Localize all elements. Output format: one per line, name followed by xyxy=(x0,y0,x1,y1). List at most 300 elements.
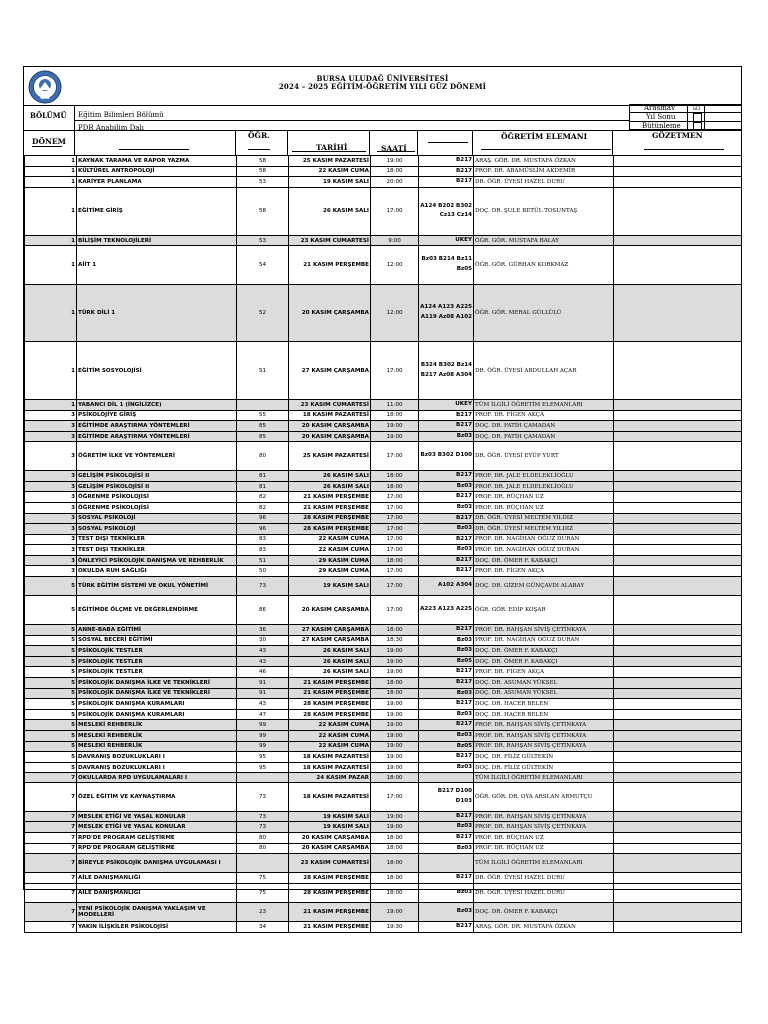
exam-course-name: EĞİTİMDE ÖLÇME VE DEĞERLENDİRME xyxy=(77,596,237,625)
exam-date: 28 KASIM PERŞEMBE xyxy=(289,513,371,524)
exam-room: B217 xyxy=(419,471,474,482)
exam-room xyxy=(419,854,474,873)
exam-proctor[interactable] xyxy=(614,678,742,689)
exam-student-count: 34 xyxy=(237,922,289,933)
table-row xyxy=(25,720,742,731)
exam-donem: 7 xyxy=(25,854,77,873)
exam-donem: 5 xyxy=(25,577,77,596)
exam-proctor[interactable] xyxy=(614,752,742,763)
exam-date: 19 KASIM SALI xyxy=(289,811,371,822)
exam-instructor: DOÇ. DR. ŞULE BETÜL TOSUNTAŞ xyxy=(474,187,614,235)
exam-student-count: 91 xyxy=(237,678,289,689)
exam-student-count: 73 xyxy=(237,782,289,811)
exam-room: B217 xyxy=(419,752,474,763)
exam-date: 28 KASIM PERŞEMBE xyxy=(289,524,371,535)
exam-instructor: DOÇ. DR. FATİH ÇAMADAN xyxy=(474,421,614,432)
exam-rows xyxy=(25,156,742,933)
exam-donem: 3 xyxy=(25,502,77,513)
exam-time: 19:00 xyxy=(371,811,419,822)
exam-time: 18:00 xyxy=(371,773,419,783)
exam-proctor[interactable] xyxy=(614,534,742,545)
exam-room: B217 xyxy=(419,832,474,843)
table-row xyxy=(25,635,742,646)
exam-donem: 7 xyxy=(25,922,77,933)
exam-instructor: PROF. DR. RAHŞAN SİVİŞ ÇETİNKAYA xyxy=(474,741,614,752)
exam-instructor: PROF. DR. FİGEN AKÇA xyxy=(474,566,614,577)
exam-course-name: PSİKOLOJİK TESTLER xyxy=(77,646,237,657)
exam-course-name: YENİ PSİKOLOJİK DANIŞMA YAKLAŞIM VE MODELLERİ xyxy=(77,903,237,922)
exam-room: B217 xyxy=(419,873,474,884)
table-row xyxy=(25,156,742,167)
exam-time: 19:30 xyxy=(371,922,419,933)
table-row xyxy=(25,843,742,854)
exam-instructor: DOÇ. DR. HACER BELEN xyxy=(474,699,614,710)
exam-date: 21 KASIM PERŞEMBE xyxy=(289,502,371,513)
exam-room: Bz03 xyxy=(419,524,474,535)
exam-course-name: AİİT 1 xyxy=(77,246,237,284)
exam-instructor: TÜM İLGİLİ ÖĞRETİM ELEMANLARI xyxy=(474,773,614,783)
exam-proctor[interactable] xyxy=(614,421,742,432)
exam-proctor[interactable] xyxy=(614,410,742,421)
table-row xyxy=(25,555,742,566)
exam-instructor: DOÇ. DR. ÖMER F. KABAKÇI xyxy=(474,656,614,667)
exam-proctor[interactable] xyxy=(614,471,742,482)
exam-proctor[interactable] xyxy=(614,903,742,922)
exam-student-count: 51 xyxy=(237,555,289,566)
exam-instructor: DR. ÖĞR. ÜYESİ MELTEM YILDIZ xyxy=(474,524,614,535)
exam-student-count: 73 xyxy=(237,577,289,596)
exam-room: Bz03 xyxy=(419,646,474,657)
exam-student-count: 91 xyxy=(237,688,289,699)
exam-time: 17:00 xyxy=(371,442,419,471)
exam-room: A223 A123 A225 xyxy=(419,596,474,625)
col-header-gozetmen: GÖZETMEN xyxy=(652,131,703,140)
table-row xyxy=(25,741,742,752)
exam-donem: 1 xyxy=(25,399,77,410)
exam-student-count: 82 xyxy=(237,492,289,503)
exam-proctor[interactable] xyxy=(614,246,742,284)
exam-date: 27 KASIM ÇARŞAMBA xyxy=(289,635,371,646)
exam-instructor: PROF. DR. FİGEN AKÇA xyxy=(474,667,614,678)
exam-room: Bz03 B302 D100 xyxy=(419,442,474,471)
table-row xyxy=(25,832,742,843)
exam-proctor[interactable] xyxy=(614,342,742,400)
exam-room: Bz03 xyxy=(419,883,474,902)
term-title: 2024 – 2025 EĞİTİM-ÖĞRETİM YILI GÜZ DÖNEMİ xyxy=(278,82,487,91)
exam-time: 17:00 xyxy=(371,577,419,596)
exam-proctor[interactable] xyxy=(614,524,742,535)
exam-proctor[interactable] xyxy=(614,284,742,342)
exam-proctor[interactable] xyxy=(614,854,742,873)
exam-student-count: 73 xyxy=(237,811,289,822)
exam-date: 21 KASIM PERŞEMBE xyxy=(289,688,371,699)
exam-room: Bz03 xyxy=(419,730,474,741)
table-row xyxy=(25,492,742,503)
exam-course-name: GELİŞİM PSİKOLOJİSİ II xyxy=(77,481,237,492)
exam-course-name: AİLE DANIŞMANLIĞI xyxy=(77,873,237,884)
exam-donem: 1 xyxy=(25,246,77,284)
exam-proctor[interactable] xyxy=(614,577,742,596)
exam-time: 12:00 xyxy=(371,284,419,342)
exam-instructor: ÖĞR. GÖR. DR. OYA ARSLAN ARMUTÇU xyxy=(474,782,614,811)
exam-date: 26 KASIM SALI xyxy=(289,656,371,667)
exam-proctor[interactable] xyxy=(614,442,742,471)
exam-time: 19:00 xyxy=(371,730,419,741)
exam-course-name: OKULDA RUH SAĞLIĞI xyxy=(77,566,237,577)
exam-date: 23 KASIM CUMARTESİ xyxy=(289,399,371,410)
exam-room: Bz03 xyxy=(419,822,474,833)
exam-student-count: 99 xyxy=(237,730,289,741)
exam-time: 19:00 xyxy=(371,709,419,720)
exam-room: Bz03 xyxy=(419,709,474,720)
exam-student-count: 75 xyxy=(237,883,289,902)
exam-date: 18 KASIM PAZARTESİ xyxy=(289,410,371,421)
exam-donem: 7 xyxy=(25,883,77,902)
exam-room: Bz03 xyxy=(419,431,474,442)
exam-donem: 7 xyxy=(25,811,77,822)
exam-donem: 1 xyxy=(25,284,77,342)
exam-proctor[interactable] xyxy=(614,156,742,167)
exam-time: 17:00 xyxy=(371,492,419,503)
exam-date: 22 KASIM CUMA xyxy=(289,741,371,752)
exam-date: 26 KASIM SALI xyxy=(289,481,371,492)
exam-date: 26 KASIM SALI xyxy=(289,646,371,657)
exam-student-count: 43 xyxy=(237,656,289,667)
university-title: BURSA ULUDAĞ ÜNİVERSİTESİ xyxy=(316,74,449,83)
exam-student-count: 95 xyxy=(237,762,289,773)
exam-instructor: PROF. DR. NAGİHAN OĞUZ DURAN xyxy=(474,635,614,646)
exam-room: B217 xyxy=(419,678,474,689)
exam-instructor: DOÇ. DR. ÖMER F. KABAKÇI xyxy=(474,555,614,566)
exam-student-count: 99 xyxy=(237,741,289,752)
exam-time: 17:00 xyxy=(371,513,419,524)
exam-proctor[interactable] xyxy=(614,832,742,843)
table-row xyxy=(25,421,742,432)
table-row xyxy=(25,773,742,783)
exam-donem: 5 xyxy=(25,635,77,646)
exam-proctor[interactable] xyxy=(614,922,742,933)
exam-room: B217 xyxy=(419,566,474,577)
divider xyxy=(119,149,189,150)
exam-proctor[interactable] xyxy=(614,235,742,246)
exam-course-name: AİLE DANIŞMANLIĞI xyxy=(77,883,237,902)
exam-donem: 3 xyxy=(25,492,77,503)
exam-proctor[interactable] xyxy=(614,667,742,678)
exam-date: 22 KASIM CUMA xyxy=(289,730,371,741)
exam-time: 19:00 xyxy=(371,156,419,167)
exam-proctor[interactable] xyxy=(614,481,742,492)
exam-instructor: ARAŞ. GÖR. DR. MUSTAFA ÖZKAN xyxy=(474,922,614,933)
divider xyxy=(687,104,688,130)
exam-proctor[interactable] xyxy=(614,873,742,884)
table-row xyxy=(25,709,742,720)
exam-proctor[interactable] xyxy=(614,883,742,902)
divider xyxy=(612,130,613,155)
exam-time: 17:00 xyxy=(371,534,419,545)
divider xyxy=(235,130,236,155)
divider xyxy=(287,130,288,155)
exam-room: Bz05 xyxy=(419,656,474,667)
exam-proctor[interactable] xyxy=(614,566,742,577)
exam-donem: 3 xyxy=(25,431,77,442)
exam-date: 28 KASIM PERŞEMBE xyxy=(289,699,371,710)
exam-student-count: 83 xyxy=(237,545,289,556)
table-row xyxy=(25,481,742,492)
exam-student-count: 99 xyxy=(237,720,289,731)
exam-donem: 5 xyxy=(25,720,77,731)
table-row xyxy=(25,399,742,410)
exam-course-name: KÜLTÜREL ANTROPOLOJİ xyxy=(77,166,237,177)
exam-instructor: ÖĞR. GÖR. MERAL GÜLLÜLÜ xyxy=(474,284,614,342)
table-row xyxy=(25,873,742,884)
exam-instructor: DOÇ. DR. FİLİZ GÜLTEKİN xyxy=(474,752,614,763)
exam-room: B217 xyxy=(419,166,474,177)
exam-student-count: 80 xyxy=(237,843,289,854)
exam-date: 18 KASIM PAZARTESİ xyxy=(289,752,371,763)
exam-proctor[interactable] xyxy=(614,625,742,636)
exam-instructor: PROF. DR. RAHŞAN SİVİŞ ÇETİNKAYA xyxy=(474,811,614,822)
exam-date: 22 KASIM CUMA xyxy=(289,534,371,545)
exam-time: 17:00 xyxy=(371,342,419,400)
exam-time: 19:00 xyxy=(371,656,419,667)
exam-course-name: PSİKOLOJİK TESTLER xyxy=(77,656,237,667)
exam-room: Bz03 xyxy=(419,545,474,556)
exam-course-name: EĞİTİME GİRİŞ xyxy=(77,187,237,235)
exam-donem: 1 xyxy=(25,156,77,167)
exam-time: 17:00 xyxy=(371,782,419,811)
exam-proctor[interactable] xyxy=(614,399,742,410)
exam-time: 19:00 xyxy=(371,752,419,763)
col-header-saat: SAATİ xyxy=(381,144,407,153)
exam-room: B217 xyxy=(419,555,474,566)
exam-proctor[interactable] xyxy=(614,431,742,442)
exam-proctor[interactable] xyxy=(614,177,742,188)
exam-donem: 1 xyxy=(25,177,77,188)
exam-time: 18:00 xyxy=(371,410,419,421)
exam-proctor[interactable] xyxy=(614,513,742,524)
exam-date: 26 KASIM SALI xyxy=(289,667,371,678)
exam-room: B217 xyxy=(419,513,474,524)
exam-time: 9:00 xyxy=(371,235,419,246)
exam-course-name: EĞİTİMDE ARAŞTIRMA YÖNTEMLERİ xyxy=(77,421,237,432)
exam-time: 18:00 xyxy=(371,481,419,492)
exam-proctor[interactable] xyxy=(614,635,742,646)
divider xyxy=(248,149,270,150)
exam-date: 29 KASIM CUMA xyxy=(289,566,371,577)
exam-course-name: TEST DIŞI TEKNİKLER xyxy=(77,545,237,556)
exam-proctor[interactable] xyxy=(614,502,742,513)
col-header-ogretim-elemani: ÖĞRETİM ELEMANI xyxy=(501,132,588,141)
exam-date: 18 KASIM PAZARTESİ xyxy=(289,762,371,773)
table-row xyxy=(25,284,742,342)
col-header-tarih: TARİHİ xyxy=(316,143,348,152)
exam-date: 21 KASIM PERŞEMBE xyxy=(289,903,371,922)
exam-room: B217 xyxy=(419,720,474,731)
exam-instructor: DOÇ. DR. GİZEM GÜNÇAVDI ALABAY xyxy=(474,577,614,596)
exam-time: 19:00 xyxy=(371,903,419,922)
exam-date: 28 KASIM PERŞEMBE xyxy=(289,873,371,884)
exam-proctor[interactable] xyxy=(614,646,742,657)
exam-instructor: ARAŞ. GÖR. DR. MUSTAFA ÖZKAN xyxy=(474,156,614,167)
exam-room: Bz03 xyxy=(419,762,474,773)
exam-room: B217 xyxy=(419,534,474,545)
exam-student-count: 85 xyxy=(237,431,289,442)
exam-instructor: DOÇ. DR. FİLİZ GÜLTEKİN xyxy=(474,762,614,773)
exam-date: 25 KASIM PAZARTESİ xyxy=(289,156,371,167)
exam-proctor[interactable] xyxy=(614,773,742,783)
exam-donem: 3 xyxy=(25,566,77,577)
exam-proctor[interactable] xyxy=(614,720,742,731)
checkbox-checked-icon[interactable]: ☑ xyxy=(693,103,701,112)
exam-time: 19:00 xyxy=(371,822,419,833)
exam-time: 18:00 xyxy=(371,166,419,177)
table-row xyxy=(25,513,742,524)
exam-donem: 5 xyxy=(25,667,77,678)
exam-instructor: PROF. DR. RAHŞAN SİVİŞ ÇETİNKAYA xyxy=(474,720,614,731)
exam-time: 17:00 xyxy=(371,566,419,577)
exam-course-name: ÖNLEYİCİ PSİKOLOJİK DANIŞMA VE REHBERLİK xyxy=(77,555,237,566)
table-row xyxy=(25,903,742,922)
exam-proctor[interactable] xyxy=(614,709,742,720)
exam-student-count: 43 xyxy=(237,646,289,657)
exam-course-name: PSİKOLOJİK TESTLER xyxy=(77,667,237,678)
table-row xyxy=(25,646,742,657)
exam-time: 19:00 xyxy=(371,720,419,731)
exam-time: 18:00 xyxy=(371,625,419,636)
exam-proctor[interactable] xyxy=(614,596,742,625)
exam-student-count xyxy=(237,773,289,783)
exam-instructor: DOÇ. DR. ASUMAN YÜKSEL xyxy=(474,688,614,699)
exam-room: Bz03 xyxy=(419,635,474,646)
exam-donem: 5 xyxy=(25,730,77,741)
exam-room: B324 B302 Bz14 B217 Az08 A304 xyxy=(419,342,474,400)
exam-instructor: PROF. DR. RÜÇHAN UZ xyxy=(474,843,614,854)
exam-course-name: BİLİŞİM TEKNOLOJİLERİ xyxy=(77,235,237,246)
exam-date: 23 KASIM CUMARTESİ xyxy=(289,854,371,873)
exam-donem: 5 xyxy=(25,699,77,710)
exam-course-name: BİREYLE PSİKOLOJİK DANIŞMA UYGULAMASI I xyxy=(77,854,237,873)
table-row xyxy=(25,854,742,873)
exam-proctor[interactable] xyxy=(614,730,742,741)
exam-donem: 7 xyxy=(25,832,77,843)
exam-course-name: ÖĞRENME PSİKOLOJİSİ xyxy=(77,502,237,513)
exam-student-count: 55 xyxy=(237,410,289,421)
table-row xyxy=(25,782,742,811)
exam-course-name: RPD'DE PROGRAM GELİŞTİRME xyxy=(77,832,237,843)
exam-student-count: 82 xyxy=(237,502,289,513)
exam-proctor[interactable] xyxy=(614,187,742,235)
exam-instructor: DR. ÖĞR. ÜYESİ MELTEM YILDIZ xyxy=(474,513,614,524)
table-row xyxy=(25,471,742,482)
exam-course-name: ÖĞRENME PSİKOLOJİSİ xyxy=(77,492,237,503)
exam-time: 17:00 xyxy=(371,545,419,556)
exam-student-count: 36 xyxy=(237,625,289,636)
exam-instructor: DOÇ. DR. ASUMAN YÜKSEL xyxy=(474,678,614,689)
exam-proctor[interactable] xyxy=(614,545,742,556)
exam-proctor[interactable] xyxy=(614,843,742,854)
exam-course-name: RPD'DE PROGRAM GELİŞTİRME xyxy=(77,843,237,854)
document-header xyxy=(24,67,741,106)
exam-instructor: PROF. DR. RÜÇHAN UZ xyxy=(474,832,614,843)
table-row xyxy=(25,667,742,678)
exam-schedule-table xyxy=(24,155,742,933)
exam-proctor[interactable] xyxy=(614,782,742,811)
exam-proctor[interactable] xyxy=(614,688,742,699)
exam-room: B217 xyxy=(419,667,474,678)
exam-student-count: 47 xyxy=(237,709,289,720)
exam-room: B217 xyxy=(419,922,474,933)
exam-room: B217 xyxy=(419,177,474,188)
exam-type-yilsonu: Yıl Sonu xyxy=(646,113,676,121)
table-row xyxy=(25,342,742,400)
table-row xyxy=(25,235,742,246)
exam-instructor: TÜM İLGİLİ ÖĞRETİM ELEMANLARI xyxy=(474,399,614,410)
exam-donem: 5 xyxy=(25,596,77,625)
exam-student-count: 46 xyxy=(237,667,289,678)
exam-course-name: ÖĞRETİM İLKE VE YÖNTEMLERİ xyxy=(77,442,237,471)
exam-proctor[interactable] xyxy=(614,741,742,752)
exam-proctor[interactable] xyxy=(614,555,742,566)
exam-donem: 5 xyxy=(25,709,77,720)
exam-time: 20:00 xyxy=(371,177,419,188)
exam-proctor[interactable] xyxy=(614,492,742,503)
exam-donem: 7 xyxy=(25,782,77,811)
table-row xyxy=(25,410,742,421)
exam-date: 20 KASIM ÇARŞAMBA xyxy=(289,421,371,432)
exam-donem: 1 xyxy=(25,187,77,235)
table-row xyxy=(25,246,742,284)
table-row xyxy=(25,187,742,235)
exam-room: Bz03 xyxy=(419,502,474,513)
exam-proctor[interactable] xyxy=(614,811,742,822)
exam-student-count: 53 xyxy=(237,235,289,246)
exam-course-name: TÜRK EĞİTİM SİSTEMİ VE OKUL YÖNETİMİ xyxy=(77,577,237,596)
exam-proctor[interactable] xyxy=(614,166,742,177)
exam-date: 25 KASIM PAZARTESİ xyxy=(289,442,371,471)
exam-course-name: TÜRK DİLİ 1 xyxy=(77,284,237,342)
exam-course-name: MESLEKİ REHBERLİK xyxy=(77,730,237,741)
divider xyxy=(24,130,741,131)
exam-proctor[interactable] xyxy=(614,699,742,710)
exam-time: 12:00 xyxy=(371,246,419,284)
exam-time: 19:00 xyxy=(371,762,419,773)
exam-donem: 3 xyxy=(25,481,77,492)
exam-donem: 3 xyxy=(25,545,77,556)
exam-course-name: MESLEKİ REHBERLİK xyxy=(77,741,237,752)
exam-donem: 3 xyxy=(25,513,77,524)
exam-instructor: DR. ÖĞR. ÜYESİ EYÜP YURT xyxy=(474,442,614,471)
exam-student-count: 53 xyxy=(237,177,289,188)
exam-instructor: PROF. DR. NAGİHAN OĞUZ DURAN xyxy=(474,545,614,556)
anabilim-dali: PDR Anabilim Dalı xyxy=(78,124,144,132)
exam-date: 18 KASIM PAZARTESİ xyxy=(289,782,371,811)
exam-time: 19:00 xyxy=(371,646,419,657)
exam-date: 27 KASIM ÇARŞAMBA xyxy=(289,625,371,636)
exam-student-count: 51 xyxy=(237,342,289,400)
exam-donem: 3 xyxy=(25,410,77,421)
table-row xyxy=(25,688,742,699)
exam-proctor[interactable] xyxy=(614,762,742,773)
exam-instructor: PROF. DR. JALE ELDELEKLİOĞLU xyxy=(474,471,614,482)
exam-room: Bz03 xyxy=(419,843,474,854)
exam-proctor[interactable] xyxy=(614,822,742,833)
exam-date: 20 KASIM ÇARŞAMBA xyxy=(289,832,371,843)
checkbox-unchecked-icon[interactable] xyxy=(693,113,702,122)
exam-donem: 5 xyxy=(25,741,77,752)
exam-instructor: PROF. DR. RÜÇHAN UZ xyxy=(474,502,614,513)
exam-proctor[interactable] xyxy=(614,656,742,667)
exam-student-count: 54 xyxy=(237,246,289,284)
